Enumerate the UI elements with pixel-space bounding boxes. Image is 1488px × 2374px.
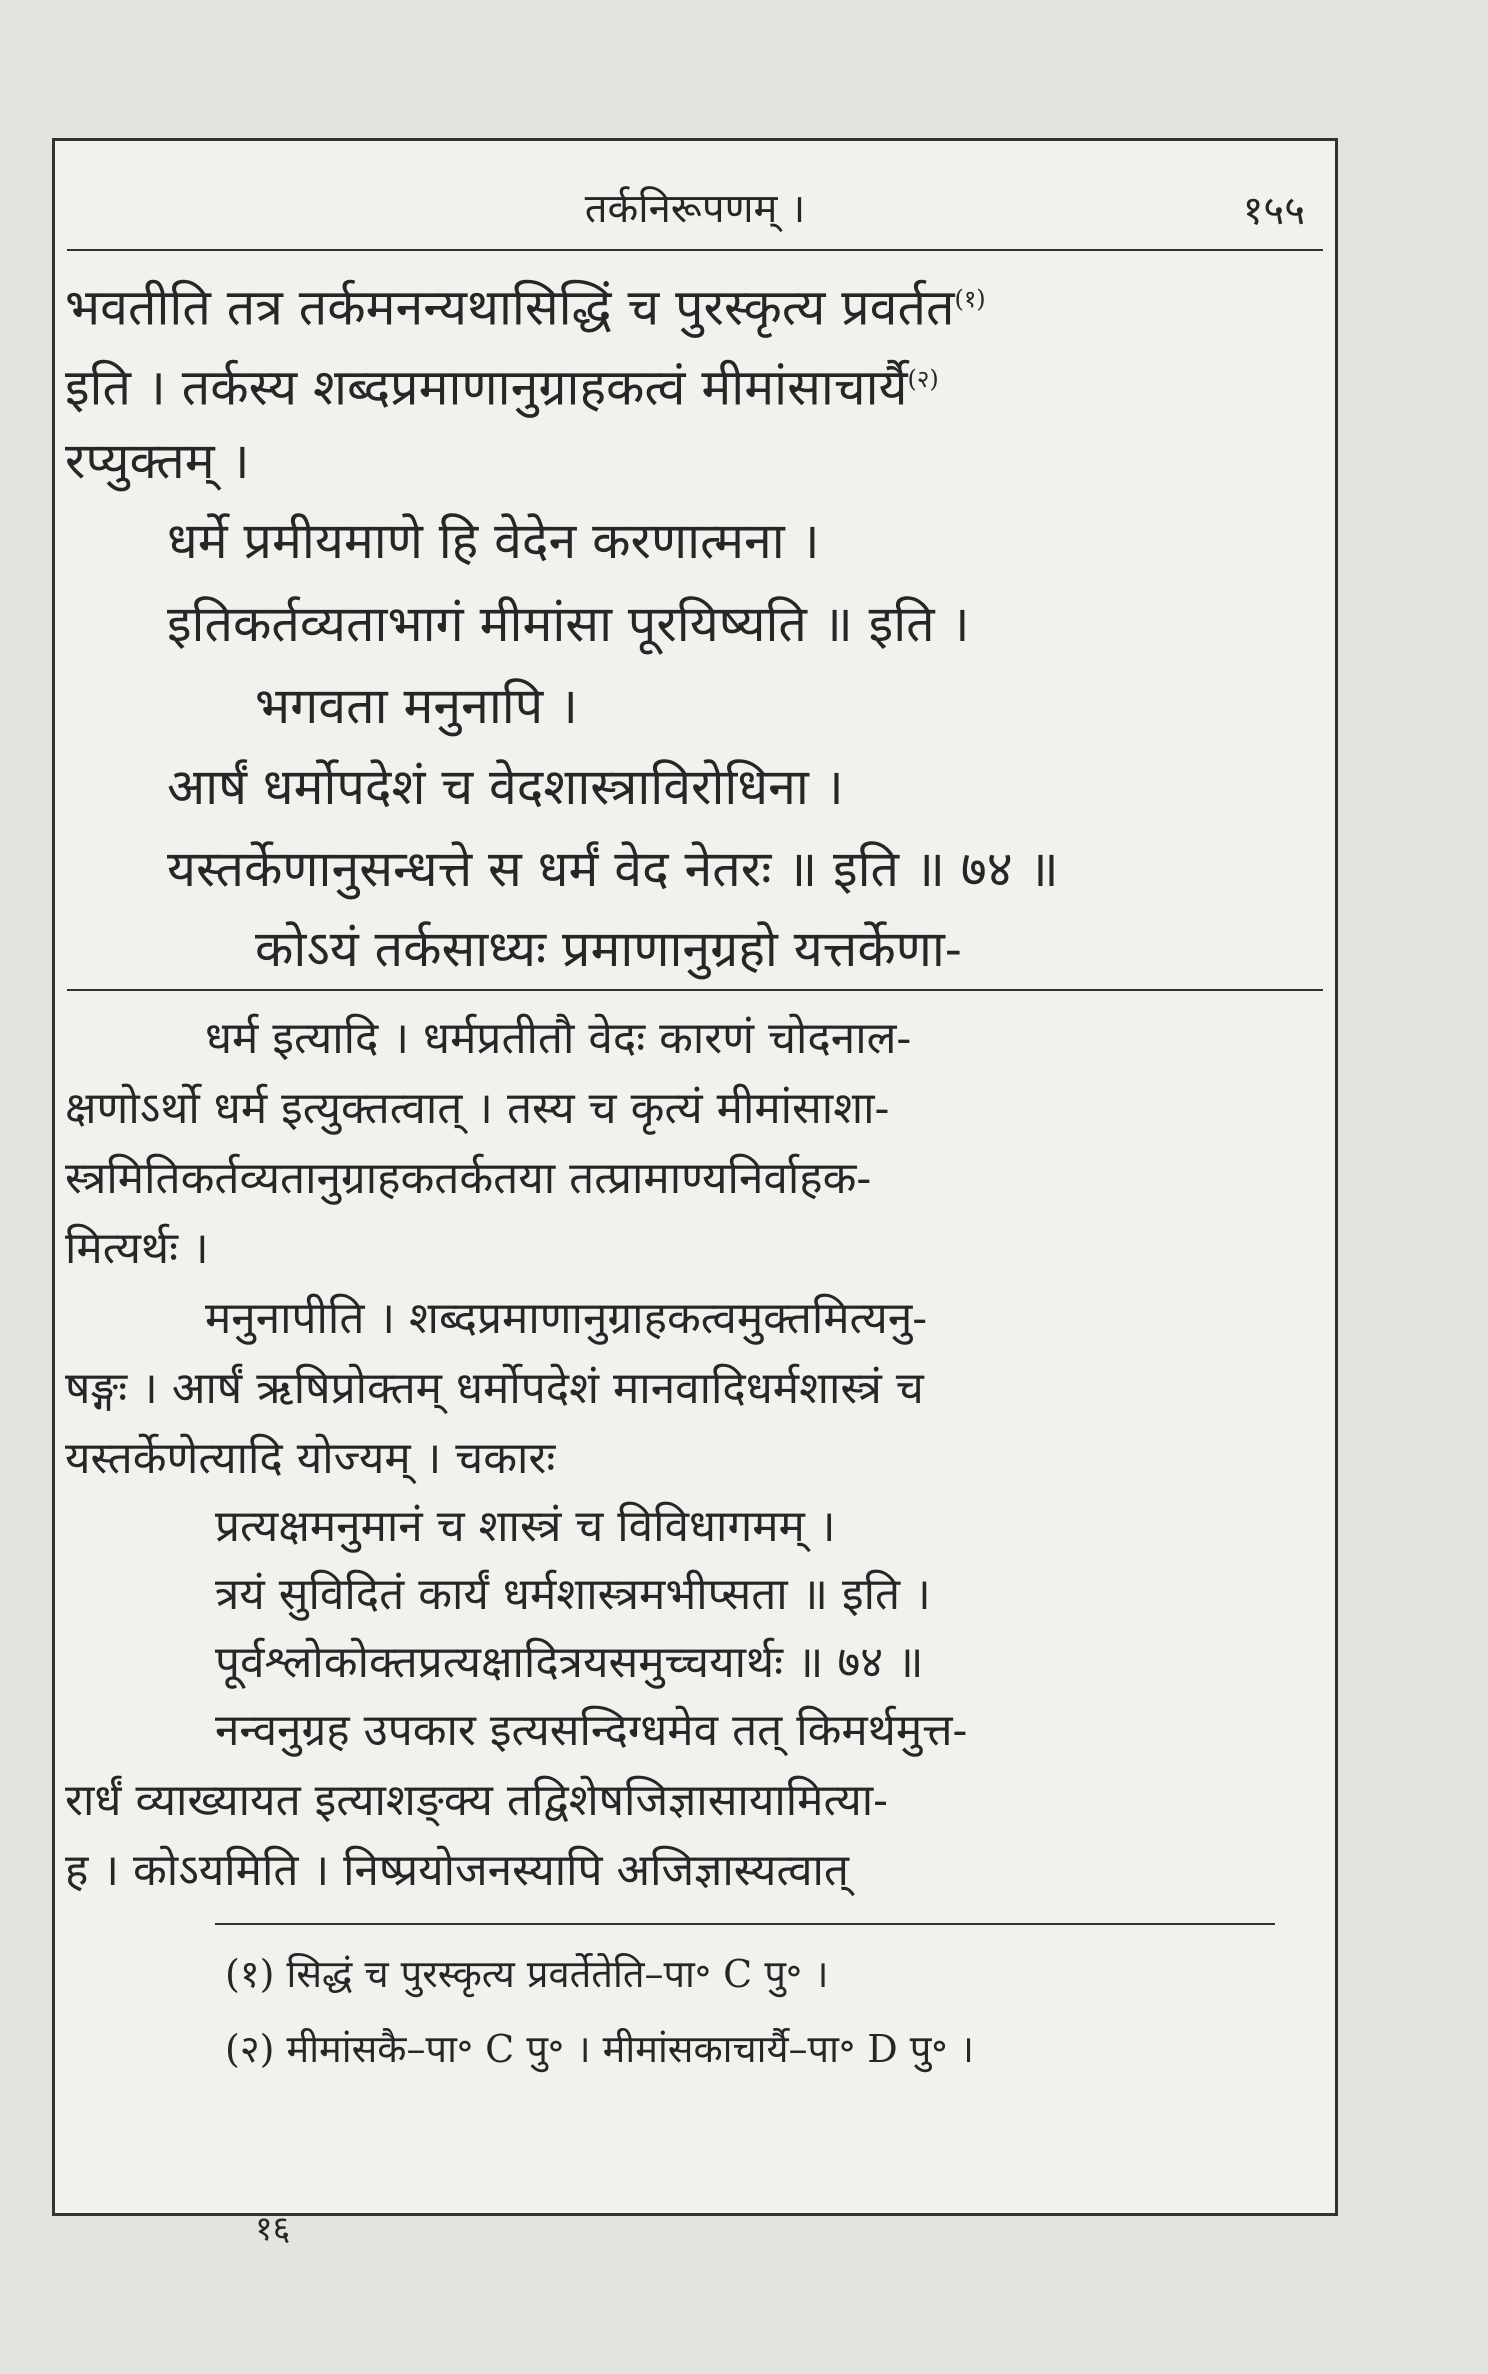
page-number: १५५ <box>1242 188 1305 234</box>
footnote: (२) मीमांसकै–पा॰ C पु॰ । मीमांसकाचार्यै–पा॰ D पु॰ । <box>225 2027 975 2071</box>
commentary-line: धर्म इत्यादि । धर्मप्रतीतौ वेदः कारणं चोदनाल- <box>205 1013 912 1064</box>
verse-line: धर्मे प्रमीयमाणे हि वेदेन करणात्मना । <box>167 512 820 570</box>
commentary-line: मनुनापीति । शब्दप्रमाणानुग्राहकत्वमुक्तमित्यनु- <box>205 1293 928 1344</box>
running-header <box>75 171 1315 241</box>
commentary-line: षङ्गः । आर्षं ऋषिप्रोक्तम् धर्मोपदेशं मानवादिधर्मशास्त्रं च <box>65 1363 924 1414</box>
main-line: भवतीति तत्र तर्कमनन्यथासिद्धिं च पुरस्कृत्य प्रवर्तत$^{(१)}$ <box>65 278 986 337</box>
header-rule <box>67 249 1323 251</box>
commentary-line: पूर्वश्लोकोक्तप्रत्यक्षादित्रयसमुच्चयार्थः ॥ ७४ ॥ <box>215 1637 924 1688</box>
main-line: कोऽयं तर्कसाध्यः प्रमाणानुग्रहो यत्तर्केणा- <box>255 920 962 978</box>
commentary-line: नन्वनुग्रह उपकार इत्यसन्दिग्धमेव तत् किमर्थमुत्त- <box>215 1705 968 1756</box>
verse-line: आर्षं धर्मोपदेशं च वेदशास्त्राविरोधिना । <box>167 758 844 816</box>
text-commentary-rule <box>67 989 1323 991</box>
commentary-line: मित्यर्थः । <box>65 1223 209 1274</box>
commentary-verse-line: त्रयं सुविदितं कार्यं धर्मशास्त्रमभीप्सता ॥ इति । <box>215 1569 931 1620</box>
commentary-line: क्षणोऽर्थो धर्म इत्युक्तत्वात् । तस्य च कृत्यं मीमांसाशा- <box>65 1083 890 1134</box>
footnote-rule <box>215 1923 1275 1925</box>
signature-mark: १६ <box>255 2209 291 2249</box>
commentary-line: रार्धं व्याख्यायत इत्याशङ्क्य तद्विशेषजिज्ञासायामित्या- <box>65 1775 888 1826</box>
commentary-verse-line: प्रत्यक्षमनुमानं च शास्त्रं च विविधागमम् । <box>215 1501 836 1552</box>
footnote: (१) सिद्धं च पुरस्कृत्य प्रवर्तेतेति–पा॰ C पु॰ । <box>225 1952 829 1996</box>
page-frame <box>52 138 1338 2216</box>
commentary-line: स्त्रमितिकर्तव्यतानुग्राहकतर्कतया तत्प्रामाण्यनिर्वाहक- <box>65 1153 872 1204</box>
commentary-line: ह । कोऽयमिति । निष्प्रयोजनस्यापि अजिज्ञास्यत्वात् <box>65 1845 850 1896</box>
main-line: रप्युक्तम् । <box>65 432 250 490</box>
footnote-marker: (२) <box>907 365 939 393</box>
main-line: भगवता मनुनापि । <box>255 677 578 735</box>
verse-line: इतिकर्तव्यताभागं मीमांसा पूरयिष्यति ॥ इति । <box>167 595 970 653</box>
main-line: इति । तर्कस्य शब्दप्रमाणानुग्राहकत्वं मीमांसाचार्यै$^{(२)}$ <box>65 358 939 417</box>
commentary-line: यस्तर्केणेत्यादि योज्यम् । चकारः <box>65 1433 556 1484</box>
verse-line: यस्तर्केणानुसन्धत्ते स धर्मं वेद नेतरः ॥ इति ॥ ७४ ॥ <box>167 840 1059 898</box>
footnote-marker: (१) <box>954 285 986 313</box>
header-title: तर्कनिरूपणम् । <box>584 185 806 232</box>
